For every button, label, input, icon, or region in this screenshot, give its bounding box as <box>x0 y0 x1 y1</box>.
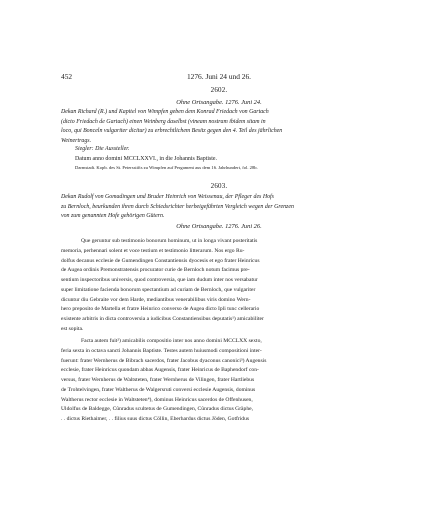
text-line: Que geruntur sub testimonio bonorum hominum, ut in longa vivant posteritatis <box>81 238 258 244</box>
doc-2602-siegler: Siegler: Die Aussteller. <box>75 146 130 152</box>
text-line: de Trohtelvingen, frater Waltherus de Walgersruti conversi ecclesie Augensis, dominus <box>61 386 256 393</box>
running-header <box>61 72 377 82</box>
text-line: versus, frater Wernherus de Waltsteten, frater Wernherus de Vilingen, frater Hartliebus <box>61 377 255 383</box>
text-line: ecclesie, frater Heinricus quondam abbas Augensis, frater Heinricus de Baphendorf con- <box>61 367 259 374</box>
doc-2603-text-paragraph-2 <box>61 337 377 425</box>
page-number: 452 <box>61 72 73 81</box>
text-line: fuerunt: frater Wernherus de Bibrach sacerdos, frater Jacobus dyaconus canonici³) Augensis <box>61 357 267 364</box>
text-line: feria sexta in octava sancti Johannis Baptiste. Testes autem huiusmodi compositioni inter- <box>61 347 262 354</box>
doc-2602-regest <box>61 108 377 146</box>
doc-2602-place-date: Ohne Ortsangabe. 1276. Juni 24. <box>176 99 262 106</box>
text-line: existente arbitris in dicta controversia a iudicibus Constantiensibus deputatis¹) amicabiliter <box>61 316 264 322</box>
text-line: hero preposito de Martella et fratre Heinrico converso de Augea dicto Ipli tunc cellerario <box>61 306 260 313</box>
doc-2603-text-paragraph-1 <box>61 237 377 335</box>
text-line: memoria, perhennari solent et voce testium et testimonio litterarum. Nos ergo Ru- <box>61 247 245 254</box>
doc-2603-regest <box>61 193 377 222</box>
doc-2602-datum: Datum anno domini MCCLXXVI., in die Johannis Baptiste. <box>75 156 218 162</box>
text-line: super limitatione facienda bonorum spectantium ad curiam de Bernloch, que vulgariter <box>61 286 256 293</box>
regest-line: Dekan Richard (R.) und Kapitel von Wimpfen geben dem Konrad Friedach von Gartach <box>61 109 269 115</box>
regest-line: Dekan Rudolf von Gomadingen und Bruder Heinrich von Weissenau, der Pfleger des Hofs <box>61 194 274 200</box>
doc-2602-source: Darmstadt. Kopb. des St. Petersstifts zu Wimpfen auf Pergament aus dem 16. Jahrhundert, fol. 28b. <box>75 165 258 170</box>
regest-line: zu Bernloch, beurkunden ihren durch Schiedsrichter herbeigeführten Vergleich wegen der Grenzen <box>61 203 294 210</box>
doc-2602-number: 2602. <box>210 86 228 94</box>
regest-line: von zum genannten Hofe gehörigen Gütern. <box>61 213 165 220</box>
text-line: dicuntur diu Gebraite vor dem Harde, mediantibus venerabilibus viris domino Wern- <box>61 296 251 303</box>
doc-2603-number: 2603. <box>210 182 228 190</box>
text-line: Facta autem fuit²) amicabilis compositio inter nos anno domini MCCLXX sexto, <box>81 338 262 344</box>
text-line: est sopita. <box>61 325 84 332</box>
text-line: de Augea ordinis Premonstratensis procurator curie de Bernloch notum facimus pre- <box>61 267 250 274</box>
regest-line: Weinertrags. <box>61 137 92 144</box>
text-line: sentium inspectoribus universis, quod controversia, que iam dudum inter nos versabatur <box>61 277 258 283</box>
text-line: Uldolfus de Baldegge, Cûnradus scultetus de Gumendingen, Cûnradus dictus Gräphe, <box>61 406 254 413</box>
text-line: Waltherus rector ecclesie in Waltsteten⁴), dominus Heinricus sacerdos de Offenhusen, <box>61 396 253 403</box>
regest-line: (dicto Friedach de Gartach) einen Weinberg daselbst (vineam nostram ibidem sitam in <box>61 118 266 125</box>
header-dateline: 1276. Juni 24 und 26. <box>186 72 252 81</box>
doc-2603-place-date: Ohne Ortsangabe. 1276. Juni 26. <box>176 223 262 230</box>
text-line: dolfus decanus ecclesie de Gumendingen Constantiensis dyocesis et ego frater Heinricus <box>61 257 260 264</box>
text-line: . . dictus Riethaimer, . . filius suus dictus Cöllin, Eberhardus dictus Jöden, Gotfridus <box>61 416 250 422</box>
regest-line: loco, qui Bonceln vulgariter dicitur) zu erbrechtlichem Besitz gegen den 4. Teil des jährlichen <box>61 128 283 135</box>
